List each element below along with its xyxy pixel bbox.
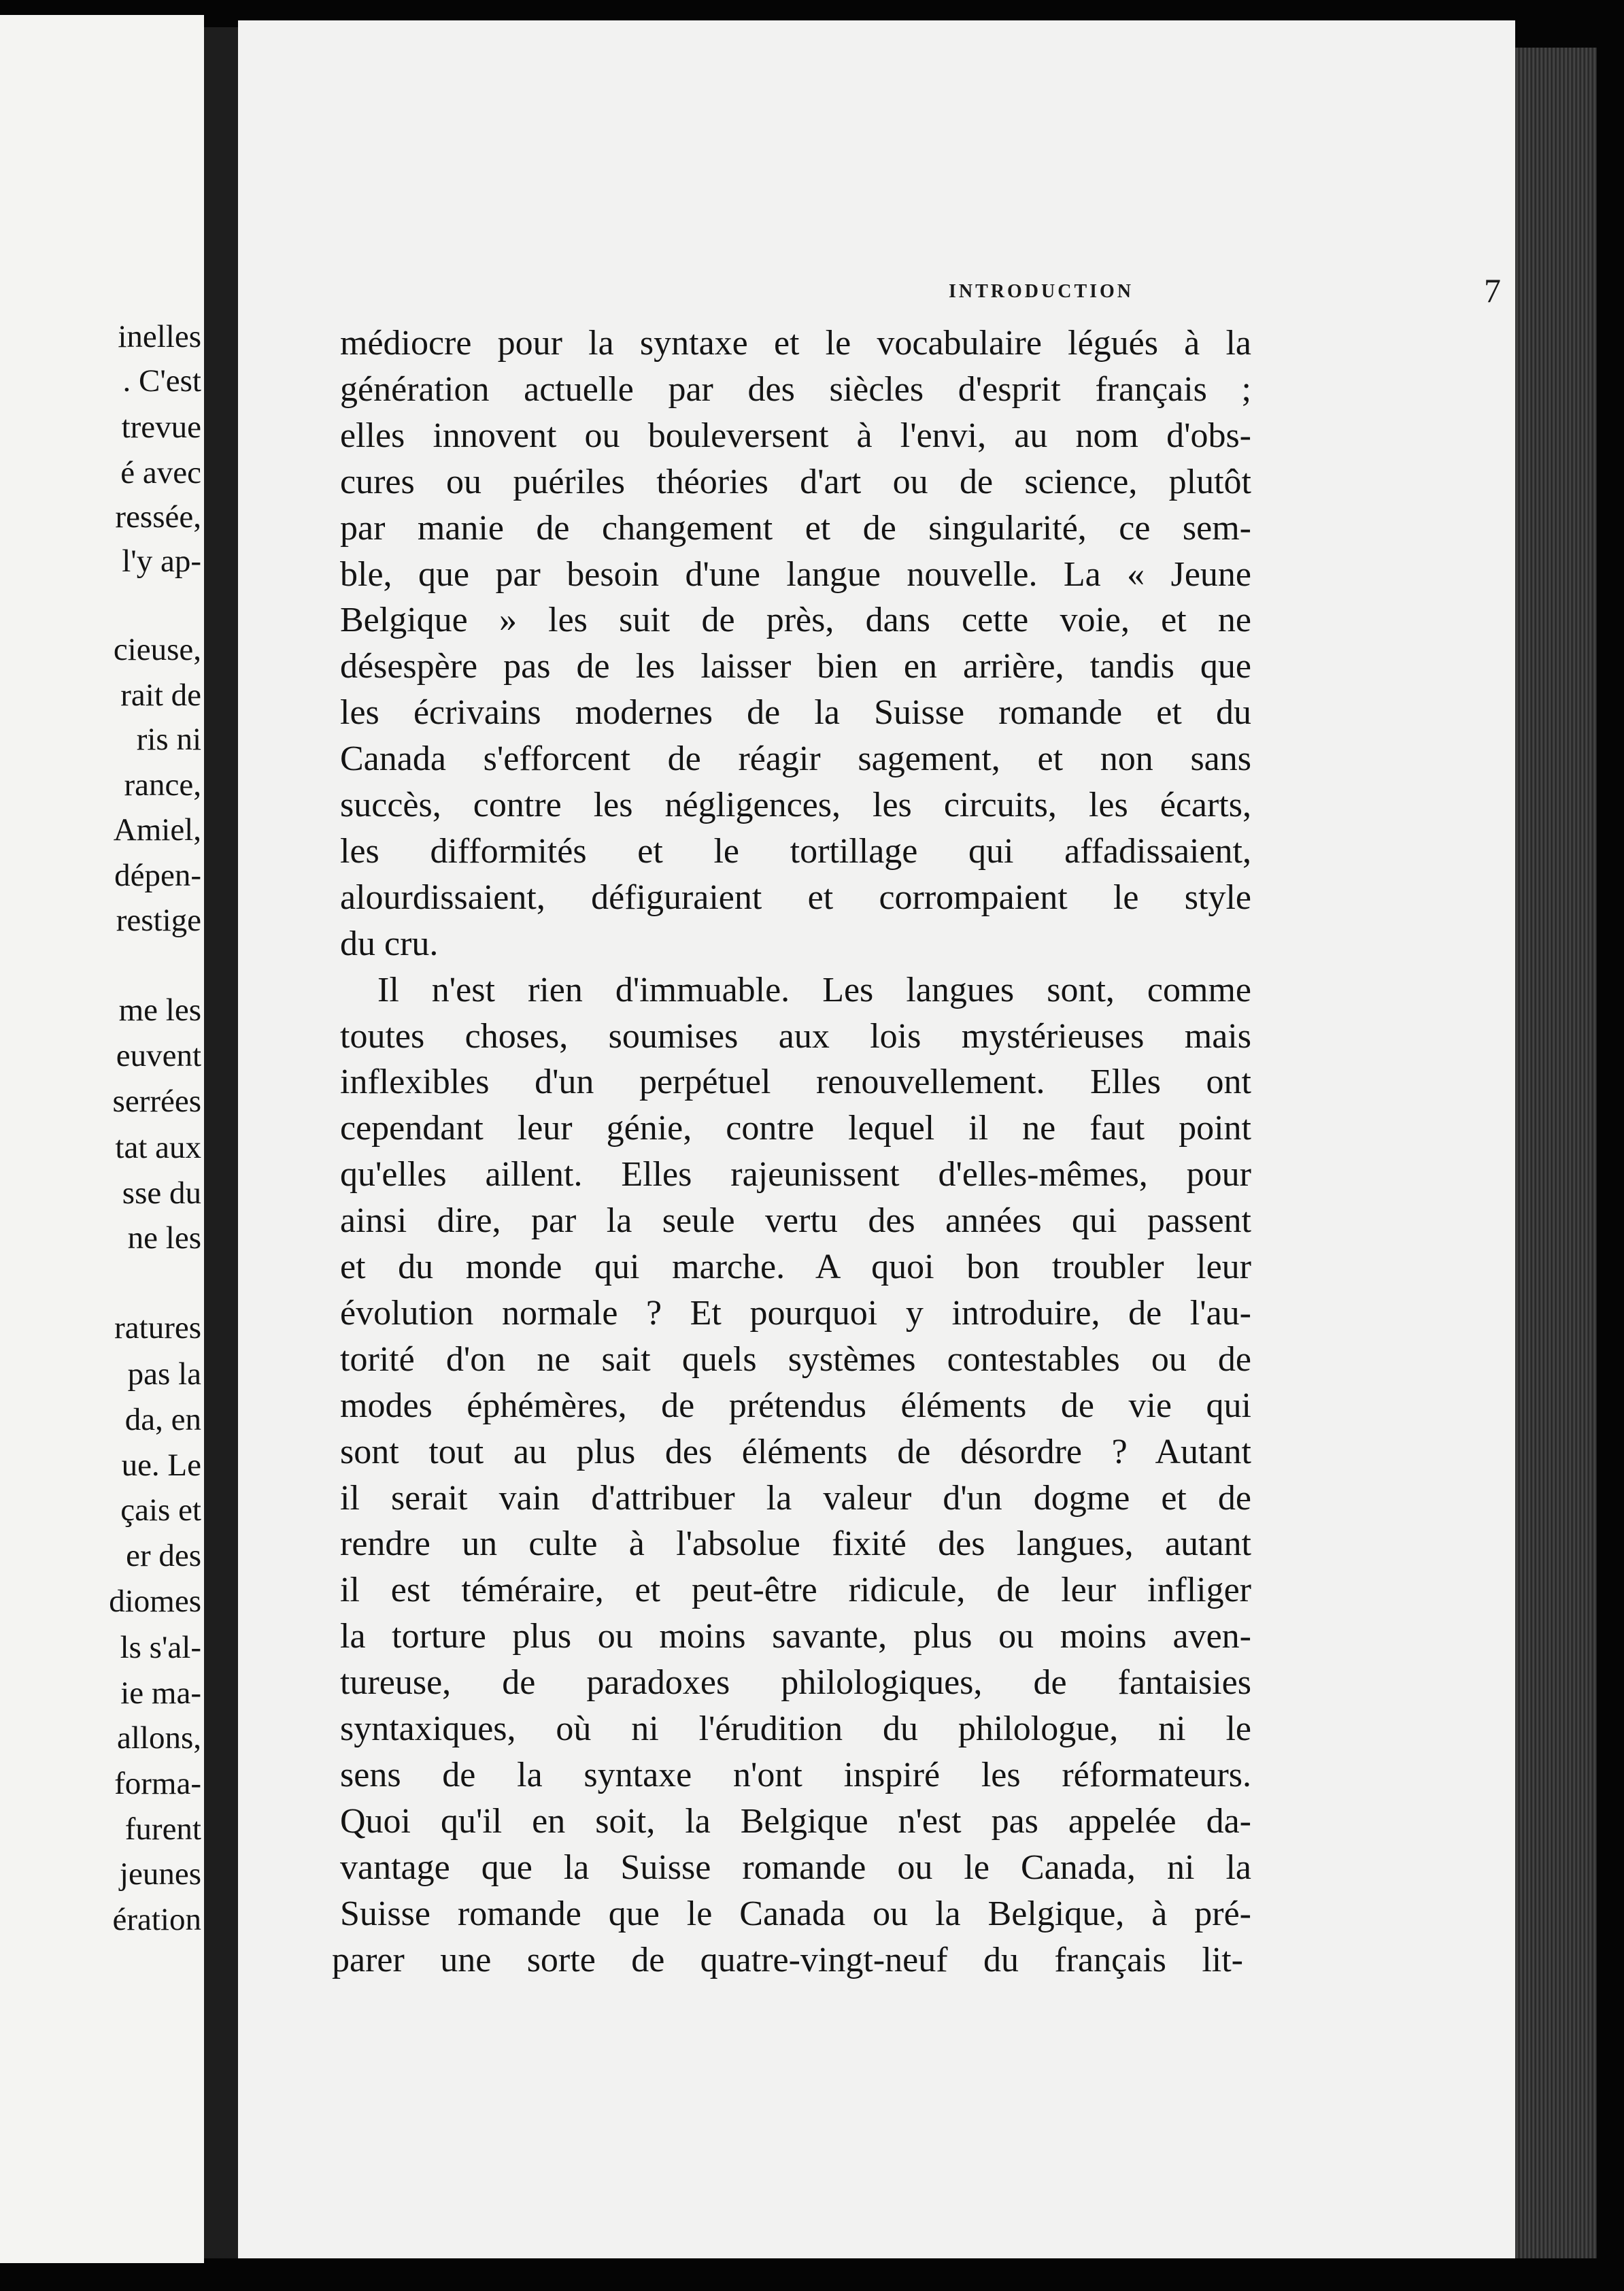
body-line: Belgique » les suit de près, dans cette voie, et ne [340, 601, 1251, 640]
left-facing-page [0, 15, 204, 2263]
left-page-line: allons, [116, 1720, 201, 1756]
left-page-line: pas la [127, 1356, 201, 1392]
body-line: il serait vain d'attribuer la valeur d'un dogme et de [340, 1478, 1251, 1518]
left-page-line: ne les [127, 1220, 201, 1256]
left-page-line: cieuse, [113, 632, 201, 667]
left-page-line: er des [126, 1538, 201, 1573]
body-line: et du monde qui marche. A quoi bon troubler leur [340, 1248, 1251, 1286]
body-line: génération actuelle par des siècles d'esprit français ; [340, 369, 1251, 409]
body-line: torité d'on ne sait quels systèmes contestables ou de [340, 1339, 1251, 1379]
left-page-line: restige [116, 903, 201, 938]
body-line: Suisse romande que le Canada ou la Belgique, à pré- [340, 1894, 1251, 1933]
left-page-line: me les [118, 992, 201, 1028]
body-line: cures ou puériles théories d'art ou de science, plutôt [340, 462, 1251, 501]
body-line: médiocre pour la syntaxe et le vocabulaire légués à la [340, 324, 1251, 363]
body-line: il est téméraire, et peut-être ridicule, de leur infliger [340, 1571, 1251, 1610]
body-line: ble, que par besoin d'une langue nouvelle. La « Jeune [340, 554, 1251, 594]
left-page-line: ue. Le [121, 1448, 201, 1483]
body-line: évolution normale ? Et pourquoi y introduire, de l'au- [340, 1293, 1251, 1333]
body-line: rendre un culte à l'absolue fixité des langues, autant [340, 1524, 1251, 1564]
body-line: modes éphémères, de prétendus éléments de vie qui [340, 1386, 1251, 1425]
left-page-line: trevue [121, 409, 201, 445]
running-head: INTRODUCTION [949, 281, 1134, 302]
body-line: vantage que la Suisse romande ou le Canada, ni la [340, 1847, 1251, 1887]
left-page-line: ratures [114, 1310, 201, 1345]
left-page-line: rance, [124, 767, 201, 803]
left-page-line: ressée, [115, 499, 201, 535]
body-line: sont tout au plus des éléments de désordre ? Autant [340, 1432, 1251, 1471]
left-page-line: ls s'al- [120, 1630, 201, 1665]
left-page-line: euvent [116, 1038, 201, 1073]
left-page-line: inelles [118, 319, 201, 354]
left-page-line: tat aux [115, 1130, 201, 1165]
body-line: inflexibles d'un perpétuel renouvellement. Elles ont [340, 1063, 1251, 1102]
body-line: désespère pas de les laisser bien en arrière, tandis que [340, 647, 1251, 686]
left-page-line: serrées [112, 1084, 201, 1119]
left-page-line: ris ni [136, 722, 201, 757]
left-page-line: l'y ap- [122, 544, 201, 579]
right-page [238, 20, 1515, 2258]
left-page-line: jeunes [119, 1856, 201, 1892]
book-gutter [204, 27, 238, 2258]
left-page-line: diomes [109, 1584, 201, 1619]
body-line: succès, contre les négligences, les circuits, les écarts, [340, 786, 1251, 824]
left-page-line: é avec [120, 455, 201, 490]
left-page-line: rait de [120, 678, 201, 713]
left-page-line: dépen- [114, 858, 201, 893]
body-line: par manie de changement et de singularité, ce sem- [340, 508, 1251, 548]
body-line: cependant leur génie, contre lequel il ne faut point [340, 1109, 1251, 1148]
body-line: Quoi qu'il en soit, la Belgique n'est pas appelée da- [340, 1801, 1251, 1841]
body-line: du cru. [340, 924, 439, 963]
body-line: toutes choses, soumises aux lois mystérieuses mais [340, 1016, 1251, 1056]
left-page-line: forma- [114, 1766, 201, 1801]
body-line: qu'elles aillent. Elles rajeunissent d'elles-mêmes, pour [340, 1155, 1251, 1194]
left-page-line: Amiel, [113, 812, 201, 848]
body-line: elles innovent ou bouleversent à l'envi, au nom d'obs- [340, 416, 1251, 455]
left-page-line: ie ma- [120, 1675, 201, 1711]
body-line: syntaxiques, où ni l'érudition du philologue, ni le [340, 1709, 1251, 1748]
body-line: la torture plus ou moins savante, plus ou moins aven- [340, 1617, 1251, 1656]
left-page-line: ération [112, 1902, 201, 1937]
left-page-line: çais et [120, 1492, 201, 1528]
body-line: Il n'est rien d'immuable. Les langues sont, comme [377, 970, 1251, 1009]
body-line: les difformités et le tortillage qui affadissaient, [340, 831, 1251, 871]
body-line: Canada s'efforcent de réagir sagement, et non sans [340, 739, 1251, 779]
body-line: tureuse, de paradoxes philologiques, de fantaisies [340, 1663, 1251, 1703]
body-line: parer une sorte de quatre-vingt-neuf du français lit- [332, 1940, 1243, 1979]
page-edges [1515, 48, 1597, 2258]
body-line: ainsi dire, par la seule vertu des années qui passent [340, 1201, 1251, 1241]
left-page-line: sse du [122, 1175, 201, 1211]
body-line: les écrivains modernes de la Suisse romande et du [340, 693, 1251, 733]
page-number: 7 [1484, 271, 1501, 310]
left-page-line: furent [124, 1811, 201, 1847]
left-page-line: da, en [124, 1402, 201, 1437]
body-line: sens de la syntaxe n'ont inspiré les réformateurs. [340, 1755, 1251, 1794]
left-page-line: . C'est [122, 363, 201, 399]
body-line: alourdissaient, défiguraient et corrompaient le style [340, 877, 1251, 917]
